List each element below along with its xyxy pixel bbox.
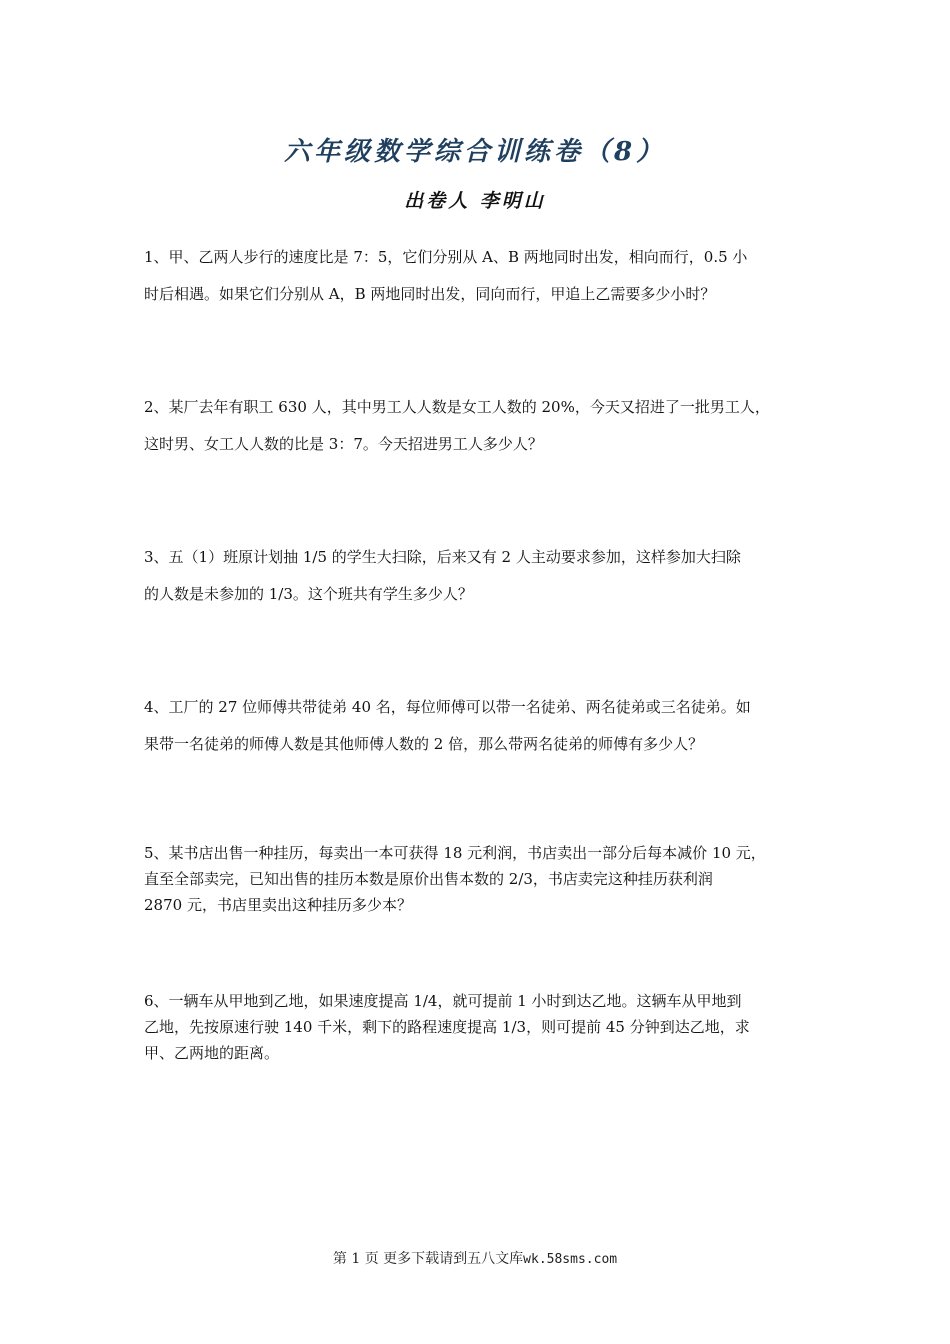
question-line: 这时男、女工人人数的比是 3：7。今天招进男工人多少人？ [144,435,543,453]
question-line: 果带一名徒弟的师傅人数是其他师傅人数的 2 倍，那么带两名徒弟的师傅有多少人？ [144,735,704,753]
question-3 [144,547,824,604]
question-6 [144,991,824,1063]
question-line: 直至全部卖完，已知出售的挂历本数是原价出售本数的 2/3，书店卖完这种挂历获利润 [144,870,713,888]
page-footer [0,1248,950,1268]
question-line: 2、某厂去年有职工 630 人，其中男工人人数是女工人数的 20%，今天又招进了一批男工人， [144,398,770,416]
question-line: 甲、乙两地的距离。 [144,1044,280,1062]
footer-promo: 更多下载请到五八文库 [383,1251,524,1267]
footer-url[interactable]: wk.58sms.com [523,1252,618,1267]
page-number: 第 1 页 [332,1251,379,1267]
question-line: 乙地，先按原速行驶 140 千米，剩下的路程速度提高 1/3，则可提前 45 分钟到达乙地，求 [144,1018,750,1036]
question-line: 时后相遇。如果它们分别从 A，B 两地同时出发，同向而行，甲追上乙需要多少小时？ [144,285,716,303]
question-4 [144,697,824,754]
page-title: 六年级数学综合训练卷（8） [283,137,667,167]
question-1 [144,247,824,304]
question-line: 4、工厂的 27 位师傅共带徒弟 40 名，每位师傅可以带一名徒弟、两名徒弟或三名徒弟。如 [144,698,751,716]
question-line: 2870 元，书店里卖出这种挂历多少本？ [144,896,412,914]
question-5 [144,843,824,915]
question-line: 6、一辆车从甲地到乙地，如果速度提高 1/4，就可提前 1 小时到达乙地。这辆车从甲地到 [144,992,742,1010]
author-line: 出卷人 李明山 [404,190,546,212]
question-line: 的人数是未参加的 1/3。这个班共有学生多少人？ [144,585,473,603]
question-line: 1、甲、乙两人步行的速度比是 7：5，它们分别从 A、B 两地同时出发，相向而行，0.5 小 [144,248,748,266]
question-2 [144,397,824,454]
question-line: 3、五（1）班原计划抽 1/5 的学生大扫除，后来又有 2 人主动要求参加，这样参加大扫除 [144,548,741,566]
question-line: 5、某书店出售一种挂历，每卖出一本可获得 18 元利润，书店卖出一部分后每本减价 10 元， [144,844,766,862]
